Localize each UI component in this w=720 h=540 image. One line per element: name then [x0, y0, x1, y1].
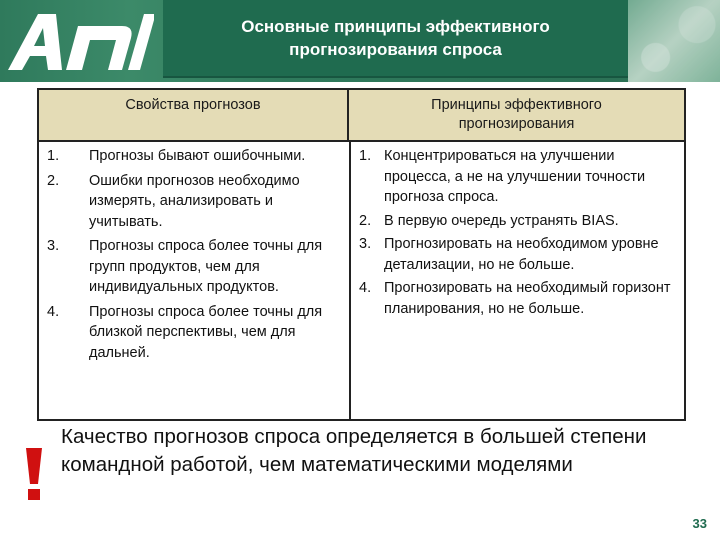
- list-item-number: 2.: [47, 172, 60, 189]
- list-item: [359, 234, 681, 275]
- page-number: 33: [692, 516, 707, 531]
- list-item: [47, 171, 347, 233]
- list-item-number: 4.: [47, 303, 60, 320]
- company-logo-icon: [4, 6, 154, 76]
- list-item: [359, 278, 681, 319]
- exclamation-icon: [22, 446, 46, 502]
- principles-list: [359, 146, 681, 322]
- list-item-text: Концентрироваться на улучшении процесса, а не на улучшении точности прогноза спроса.: [384, 148, 646, 205]
- list-item: [47, 302, 347, 364]
- header-decoration: [628, 0, 720, 82]
- list-item: [359, 146, 681, 208]
- list-item: [47, 236, 347, 298]
- list-item-text: Ошибки прогнозов необходимо измерять, анализировать и учитывать.: [89, 172, 300, 230]
- list-item-number: 4.: [359, 280, 372, 296]
- list-item-number: 1.: [47, 148, 60, 164]
- header-rule: [39, 140, 684, 142]
- list-item-text: Прогнозы спроса более точны для групп продуктов, чем для индивидуальных продуктов.: [89, 238, 323, 295]
- list-item-text: Прогнозы спроса более точны для близкой перспективы, чем для дальней.: [89, 303, 323, 361]
- list-item-number: 1.: [359, 148, 372, 164]
- table-header-properties-label: Свойства прогнозов: [125, 97, 261, 113]
- column-divider: [349, 140, 351, 419]
- list-item-number: 3.: [47, 238, 60, 254]
- table-header-principles-label: Принципы эффективного прогнозирования: [431, 97, 602, 132]
- slide-title: Основные принципы эффективного прогнозирования спроса: [241, 17, 550, 59]
- list-item-text: Прогнозировать на необходимый горизонт планирования, но не больше.: [384, 280, 671, 317]
- list-item: [47, 146, 347, 167]
- list-item-text: Прогнозы бывают ошибочными.: [89, 148, 306, 164]
- list-item-number: 3.: [359, 236, 372, 252]
- table-header-properties: [39, 90, 349, 140]
- list-item-text: В первую очередь устранять BIAS.: [384, 212, 619, 229]
- list-item-text: Прогнозировать на необходимом уровне детализации, но не больше.: [384, 236, 659, 273]
- key-note: Качество прогнозов спроса определяется в большей степени командной работой, чем математическими моделями: [61, 425, 647, 476]
- list-item: [359, 211, 681, 232]
- properties-list: [47, 146, 347, 367]
- principles-table: [37, 88, 686, 421]
- slide-title-box: [163, 0, 628, 78]
- list-item-number: 2.: [359, 212, 372, 229]
- table-header-principles: [349, 90, 684, 140]
